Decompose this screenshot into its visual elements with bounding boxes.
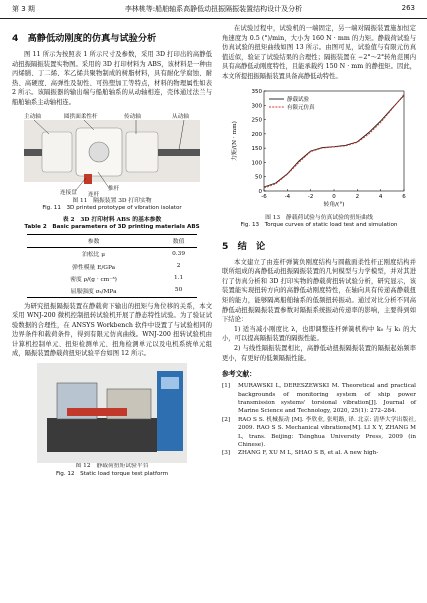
figure-13 — [222, 85, 416, 215]
reference-number: [2] — [222, 416, 231, 423]
figure-12-caption: 图 12 静载荷扭矩试验平台 — [75, 463, 149, 470]
table-2 — [27, 234, 197, 298]
legend-label: 静载试验 — [287, 96, 310, 103]
table-cell: 密度 ρ/(g · cm⁻³) — [70, 276, 117, 283]
reference-text: ZHANG F, XU M L, SHAO S B, et al. A new high- — [238, 450, 379, 457]
x-tick-label: 4 — [378, 193, 383, 200]
label-drive-shaft: 传动轴 — [124, 113, 141, 120]
figure-13-caption: 图 13 静载荷试验与仿真试验的扭矩曲线 — [265, 214, 373, 221]
y-tick-label: 150 — [251, 145, 262, 152]
table-cell: 弹性模量 E/GPa — [72, 264, 116, 271]
y-tick-label: 50 — [255, 174, 262, 181]
x-tick-label: 0 — [332, 193, 336, 200]
running-title: 李林桃等:船舶轴系高静低动扭振隔振装置结构设计及分析 — [124, 5, 303, 13]
section-4-title: 4 高静低动刚度的仿真与试验分析 — [12, 33, 157, 44]
y-tick-label: 300 — [251, 102, 262, 109]
x-tick-label: -4 — [284, 193, 291, 200]
left-column — [12, 24, 212, 478]
test-platform-photo — [37, 363, 187, 463]
series-line-1 — [264, 95, 404, 187]
table-header: 参数 — [87, 239, 100, 246]
table-cell: 2 — [176, 263, 181, 270]
reference-item — [222, 416, 416, 450]
figure-12-caption-en: Fig. 12 Static load torque test platform — [55, 470, 169, 477]
table-2-title-en: Table 2 Basic parameters of 3D printing materials ABS — [24, 224, 200, 231]
paragraph: 本文建立了由连杆弹簧负刚度结构与圆截面柔性杆正刚度结构并联所组成的高静低动扭振隔振装置的几何模型与力学模型，并对其进行了仿真分析和 3D 打印实物的静载荷扭转试验分析，研究显示，该装置能实现扭转方向的高静低动刚度特性，在轴向具有传递高静载扭矩的能力，能够隔离船舶轴系的低频扭转振动。通过对比分析不同高静低动扭振隔振装置参数对隔振系统振动传递率的影响，主要得到如下结论： — [222, 258, 416, 324]
running-header — [0, 0, 427, 19]
page-number: 263 — [401, 4, 415, 12]
reference-number: [1] — [222, 383, 231, 390]
x-tick-label: 6 — [402, 193, 406, 200]
label-driven-shaft: 从动轴 — [172, 113, 189, 120]
label-connecting-disc: 连接盘 — [60, 189, 77, 196]
torque-chart — [222, 85, 416, 215]
table-cell: 0.39 — [172, 250, 186, 257]
x-axis-label: 转角/(°) — [323, 201, 345, 208]
series-line-2 — [264, 94, 404, 188]
paragraph: 为研究扭振隔振装置在静载荷下输出的扭矩与角位移的关系，本文采用 WNJ-200 微机控制扭转试验机开展了静态特性试验。为了验证试验数据的合理性，在 ANSYS Workbench 软件中设置了与试验相同的边界条件和载荷条件，得到有限元仿真曲线。WNJ-200 扭转试验机由计算机控制单元、扭矩检测单元、扭角检测单元以及电机系统单元组成，隔振装置静载荷扭矩试验平台如图 12 所示。 — [12, 302, 212, 358]
table-row — [27, 284, 197, 297]
y-tick-label: 200 — [251, 131, 262, 138]
label-link: 连杆 — [88, 191, 100, 198]
y-tick-label: 350 — [251, 88, 262, 95]
table-cell: 1.1 — [173, 275, 184, 282]
figure-11 — [24, 112, 200, 198]
conclusion-item: 1) 适当减小刚度比 λ，也即调整连杆弹簧机构中 k₀ 与 k₁ 的大小，可以提高隔振装置的隔振性能。 — [222, 325, 416, 343]
reference-item — [222, 449, 416, 457]
table-cell: 50 — [174, 287, 183, 294]
right-column — [222, 24, 416, 458]
x-tick-label: -6 — [261, 193, 267, 200]
y-tick-label: 100 — [251, 159, 262, 166]
paragraph: 图 11 所示为按照表 1 所示尺寸及参数，采用 3D 打印出的高静低动扭振隔振装置实物图。采用的 3D 打印材料为 ABS，该材料是一种由丙烯腈、丁二烯、苯乙烯共聚物制成的树脂材料，具有耐化学腐蚀、耐热、高硬度、高弹性及韧性、可热塑加工等特点，材料的物理属性如表 2 所示。该隔振器的输出端与船舶轴系的从动轴相连，壳体通过法兰与船舶轴系主动轴相连。 — [12, 51, 212, 106]
table-row — [27, 272, 197, 284]
figure-12 — [37, 363, 187, 463]
reference-text: MURAWSKI L, DERESZEWSKI M. Theoretical and practical backgrounds of monitoring system of ship power transmission systems' torsional vibration[J]. Journal of Marine Science and Technology, 2020, 25(1): 272–284. — [238, 383, 416, 415]
table-header: 数值 — [172, 239, 185, 246]
figure-13-caption-en: Fig. 13 Torque curves of static load test and simulation — [240, 222, 398, 229]
reference-text: RAO S S. 机械振动 [M]. 李欣业, 张明路, 译. 北京: 清华大学出版社, 2009. RAO S S. Mechanical vibrations[M]. LI X Y, ZHANG M L, trans. Beijing: Tsinghua University Press, 2009 (in Chinese). — [238, 416, 416, 448]
reference-item — [222, 382, 416, 416]
table-2-title: 表 2 3D 打印材料 ABS 的基本参数 — [62, 216, 162, 223]
x-tick-label: 2 — [355, 193, 360, 200]
table-cell: 泊松比 μ — [82, 252, 106, 259]
legend-label: 有限元仿真 — [287, 104, 315, 111]
y-tick-label: 250 — [251, 117, 262, 124]
reference-number: [3] — [222, 450, 231, 457]
y-tick-label: 0 — [258, 188, 262, 195]
issue-number: 第 3 期 — [12, 5, 35, 13]
label-flexible-rod: 圆拱面柔性杆 — [64, 113, 98, 120]
references-heading: 参考文献： — [222, 370, 256, 379]
label-push-rod: 推杆 — [108, 185, 120, 192]
table-row — [27, 247, 197, 260]
paragraph: 在试验过程中，试验机的一端固定，另一端对隔振装置施加恒定角速度为 0.5 (°)/min，大小为 160 N · mm 的力矩。静载荷试验与仿真试验的扭矩曲线如图 13 所示。由图可见，试验值与有限元仿真值近似，验证了试验结果的合理性；隔振装置在 −2°～2°转角范围内具有高静低动刚度特性，且能承载约 150 N · mm 的静扭矩。因此，本文所提扭振隔振装置具备高静低动特性。 — [222, 25, 416, 80]
figure-11-caption: 图 11 隔振装置 3D 打印实物 — [72, 197, 152, 204]
y-axis-label: 力矩/(N · mm) — [232, 120, 238, 161]
label-main-shaft: 主动轴 — [24, 113, 41, 120]
x-tick-label: -2 — [307, 193, 314, 200]
section-5-title: 5 结 论 — [222, 240, 266, 252]
table-cell: 屈服强度 σₛ/MPa — [70, 288, 117, 295]
conclusion-item: 2) 与线性隔振装置相比，高静低动扭振隔振装置的隔振起始频率更小，有更好的低频隔振性能。 — [222, 344, 416, 362]
table-row — [27, 260, 197, 272]
figure-11-caption-en: Fig. 11 3D printed prototype of vibration isolator — [42, 205, 182, 212]
